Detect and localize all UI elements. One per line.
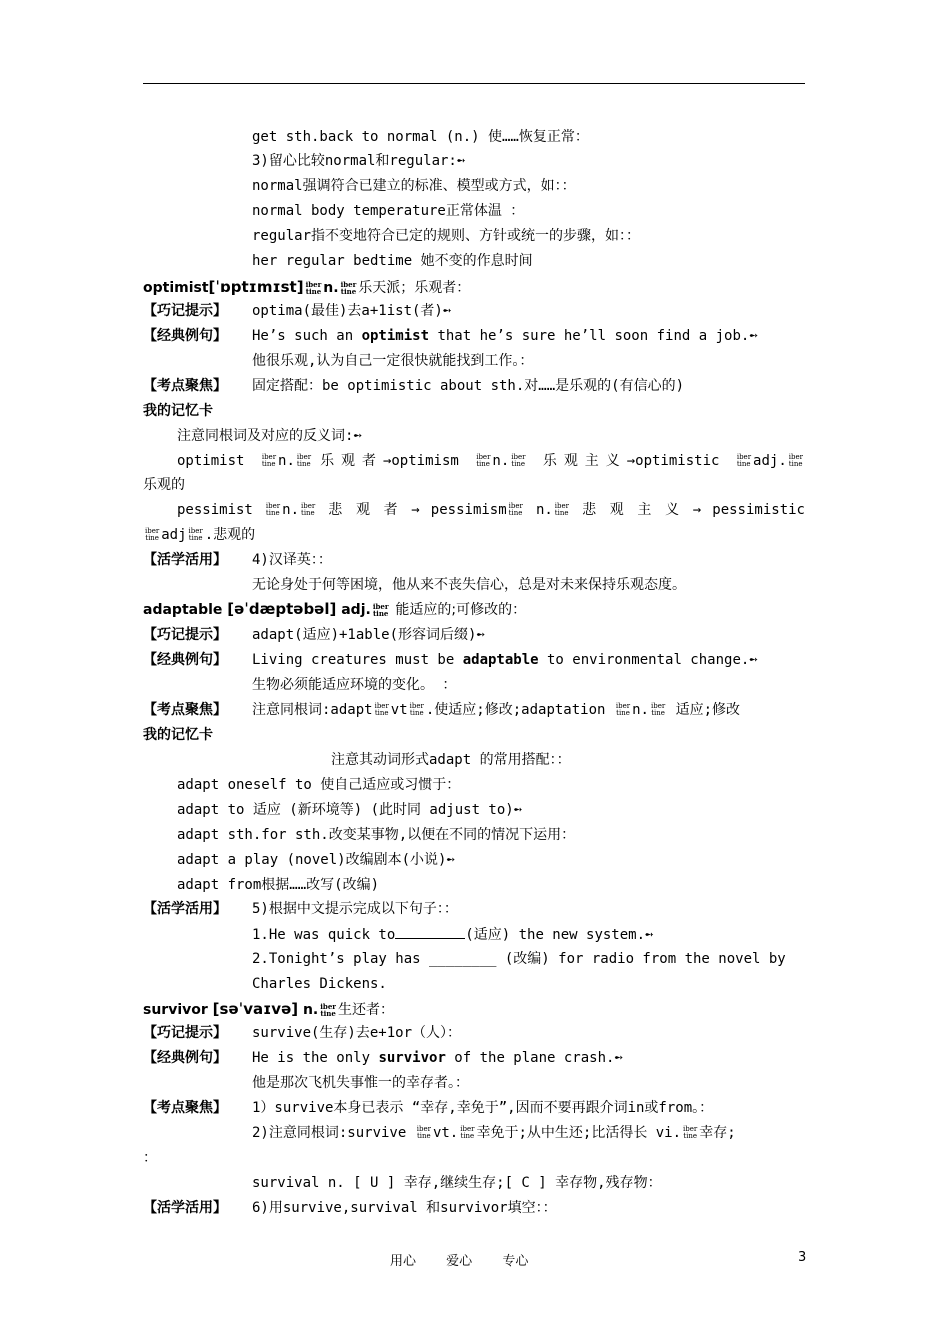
card-item: adapt from根据……改写(改编): [177, 877, 380, 893]
label-example: 【经典例句】: [143, 652, 227, 668]
text-line: normal强调符合已建立的标准、模型或方式，如：：: [252, 178, 576, 194]
text-line: her regular bedtime 她不变的作息时间: [252, 253, 533, 269]
text-line: get sth.back to normal (n.) 使……恢复正常：: [252, 129, 589, 145]
practice-q1: 1.He was quick to (适应) the new system.➻: [252, 927, 654, 943]
glyph-icon: iber tine: [305, 280, 322, 296]
glyph-icon: iber tine: [265, 502, 281, 517]
label-example: 【经典例句】: [143, 328, 227, 344]
glyph-icon: iber tine: [460, 1125, 475, 1140]
focus-text: 1）survive本身已表示 “幸存,幸免于”,因而不要再跟介词in或from。：: [252, 1100, 714, 1116]
text-line: 3)留心比较normal和regular:➻: [252, 153, 466, 169]
practice-text: 5)根据中文提示完成以下句子：：: [252, 901, 458, 917]
glyph-icon: iber tine: [511, 453, 526, 468]
card-item: adapt sth.for sth.改变某事物,以便在不同的情况下运用：: [177, 827, 576, 843]
practice-text: 4)汉译英：：: [252, 552, 332, 568]
footer-item: 用心: [390, 1254, 417, 1269]
meaning: 能适应的;可修改的：: [395, 602, 527, 618]
label-tip: 【巧记提示】: [143, 627, 227, 643]
phonetic: [əˈdæptəbəl]: [227, 600, 337, 618]
label-focus: 【考点聚焦】: [143, 702, 227, 718]
arrow-icon: ➻: [446, 852, 455, 868]
memory-card-heading: 我的记忆卡: [143, 727, 213, 743]
practice-q2: 2.Tonight’s play has ________ (改编) for radio from the novel by: [252, 951, 786, 967]
glyph-icon: iber tine: [296, 453, 312, 468]
arrow-icon: ➻: [749, 652, 758, 668]
meaning: 生还者：: [337, 1002, 394, 1018]
memory-card-heading: 我的记忆卡: [143, 403, 213, 419]
label-tip: 【巧记提示】: [143, 1025, 227, 1041]
glyph-icon: iber tine: [301, 502, 316, 517]
label-practice: 【活学活用】: [143, 552, 227, 568]
card-item: adapt to 适应 (新环境等) (此时同 adjust to)➻: [177, 802, 523, 818]
glyph-icon: iber tine: [736, 453, 752, 468]
arrow-icon: ➻: [645, 927, 654, 943]
page-number: 3: [798, 1250, 807, 1265]
glyph-icon: iber tine: [340, 280, 357, 296]
glyph-icon: iber tine: [145, 527, 160, 542]
arrow-icon: ➻: [353, 428, 362, 444]
entry-survivor-headword: [143, 999, 394, 1020]
phonetic: [səˈvaɪvə]: [212, 1000, 299, 1018]
headword: survivor: [143, 1002, 208, 1018]
arrow-icon: ➻: [749, 328, 758, 344]
card-item: adapt oneself to 使自己适应或习惯于：: [177, 777, 461, 793]
example-en: Living creatures must be adaptable to environmental change.➻: [252, 652, 758, 668]
focus-tail: ：: [143, 1150, 157, 1166]
entry-optimist-headword: [143, 277, 470, 298]
glyph-icon: iber tine: [508, 502, 523, 517]
practice-question: 无论身处于何等困境，他从来不丧失信心，总是对未来保持乐观态度。: [252, 577, 686, 593]
card-line: pessimist iber tine n. iber tine 悲 观 者 → pessimism iber tine n. iber tine 悲 观 主 义 → pessimistic: [177, 502, 805, 518]
entry-adaptable-headword: [143, 599, 526, 620]
card-line-tail: iber tine adj iber tine .悲观的: [145, 527, 256, 543]
glyph-icon: iber tine: [788, 453, 803, 468]
focus-text: survival n. [ U ] 幸存,继续生存;[ C ] 幸存物,残存物：: [252, 1175, 662, 1191]
card-item: adapt a play (novel)改编剧本(小说)➻: [177, 852, 455, 868]
arrow-icon: ➻: [513, 802, 523, 818]
label-tip: 【巧记提示】: [143, 303, 227, 319]
example-zh: 他很乐观,认为自己一定很快就能找到工作。：: [252, 353, 534, 369]
example-en: He is the only survivor of the plane crash.➻: [252, 1050, 623, 1066]
header-rule: [143, 83, 805, 84]
glyph-icon: iber tine: [261, 453, 277, 468]
arrow-icon: ➻: [614, 1050, 623, 1066]
glyph-icon: iber tine: [409, 702, 424, 717]
phonetic: [ˈɒptɪmɪst]: [208, 278, 304, 296]
focus-text: 固定搭配：be optimistic about sth.对……是乐观的(有信心的): [252, 378, 685, 394]
label-focus: 【考点聚焦】: [143, 1100, 227, 1116]
practice-q2-cont: Charles Dickens.: [252, 976, 387, 992]
glyph-icon: iber tine: [374, 702, 389, 717]
focus-text: 2)注意同根词:survive iber tine vt. iber tine 幸免于;从中生还;比活得长 vi. iber tine 幸存;: [252, 1125, 736, 1141]
arrow-icon: ➻: [442, 303, 452, 319]
label-practice: 【活学活用】: [143, 901, 227, 917]
glyph-icon: iber tine: [188, 527, 203, 542]
card-line: optimist iber tine n. iber tine 乐观者→optimism iber tine n. iber tine 乐观主义→optimistic iber tine adj. iber tine: [177, 453, 803, 469]
card-intro: 注意其动词形式adapt 的常用搭配：：: [331, 752, 571, 768]
glyph-icon: iber tine: [554, 502, 570, 517]
card-intro: 注意同根词及对应的反义词:➻: [177, 428, 362, 444]
glyph-icon: iber tine: [320, 1002, 336, 1018]
example-en: He’s such an optimist that he’s sure he’ll soon find a job.➻: [252, 328, 758, 344]
label-practice: 【活学活用】: [143, 1200, 227, 1216]
label-focus: 【考点聚焦】: [143, 378, 227, 394]
practice-text: 6)用survive,survival 和survivor填空：：: [252, 1200, 557, 1216]
example-zh: 生物必须能适应环境的变化。 ：: [252, 677, 457, 693]
answer-blank[interactable]: [395, 925, 465, 939]
text-line: regular指不变地符合已定的规则、方针或统一的步骤，如：：: [252, 228, 640, 244]
headword: adaptable: [143, 602, 223, 618]
text-line: normal body temperature正常体温 ：: [252, 203, 525, 219]
glyph-icon: iber tine: [372, 602, 389, 618]
example-zh: 他是那次飞机失事惟一的幸存者。：: [252, 1075, 469, 1091]
part-of-speech: adj.: [341, 602, 371, 618]
meaning: 乐天派；乐观者：: [358, 280, 471, 296]
arrow-icon: ➻: [456, 153, 466, 169]
headword: optimist: [143, 280, 209, 296]
glyph-icon: iber tine: [683, 1125, 698, 1140]
footer-item: 爱心: [446, 1254, 473, 1269]
label-example: 【经典例句】: [143, 1050, 227, 1066]
footer-item: 专心: [502, 1254, 529, 1269]
glyph-icon: iber tine: [650, 702, 666, 717]
footer-motto: [390, 1250, 554, 1269]
glyph-icon: iber tine: [476, 453, 491, 468]
arrow-icon: ➻: [476, 627, 485, 643]
part-of-speech: n.: [323, 280, 339, 296]
part-of-speech: n.: [302, 1002, 319, 1018]
tip-text: survive(生存)去e+1or（人）：: [252, 1025, 462, 1041]
tip-text: optima(最佳)去a+1ist(者)➻: [252, 303, 452, 319]
glyph-icon: iber tine: [615, 702, 631, 717]
focus-text: 注意同根词:adapt iber tine vt iber tine .使适应;修改;adaptation iber tine n. iber tine 适应;修改: [252, 702, 741, 718]
glyph-icon: iber tine: [416, 1125, 431, 1140]
card-line-tail: 乐观的: [143, 477, 185, 493]
tip-text: adapt(适应)+1able(形容词后缀)➻: [252, 627, 485, 643]
